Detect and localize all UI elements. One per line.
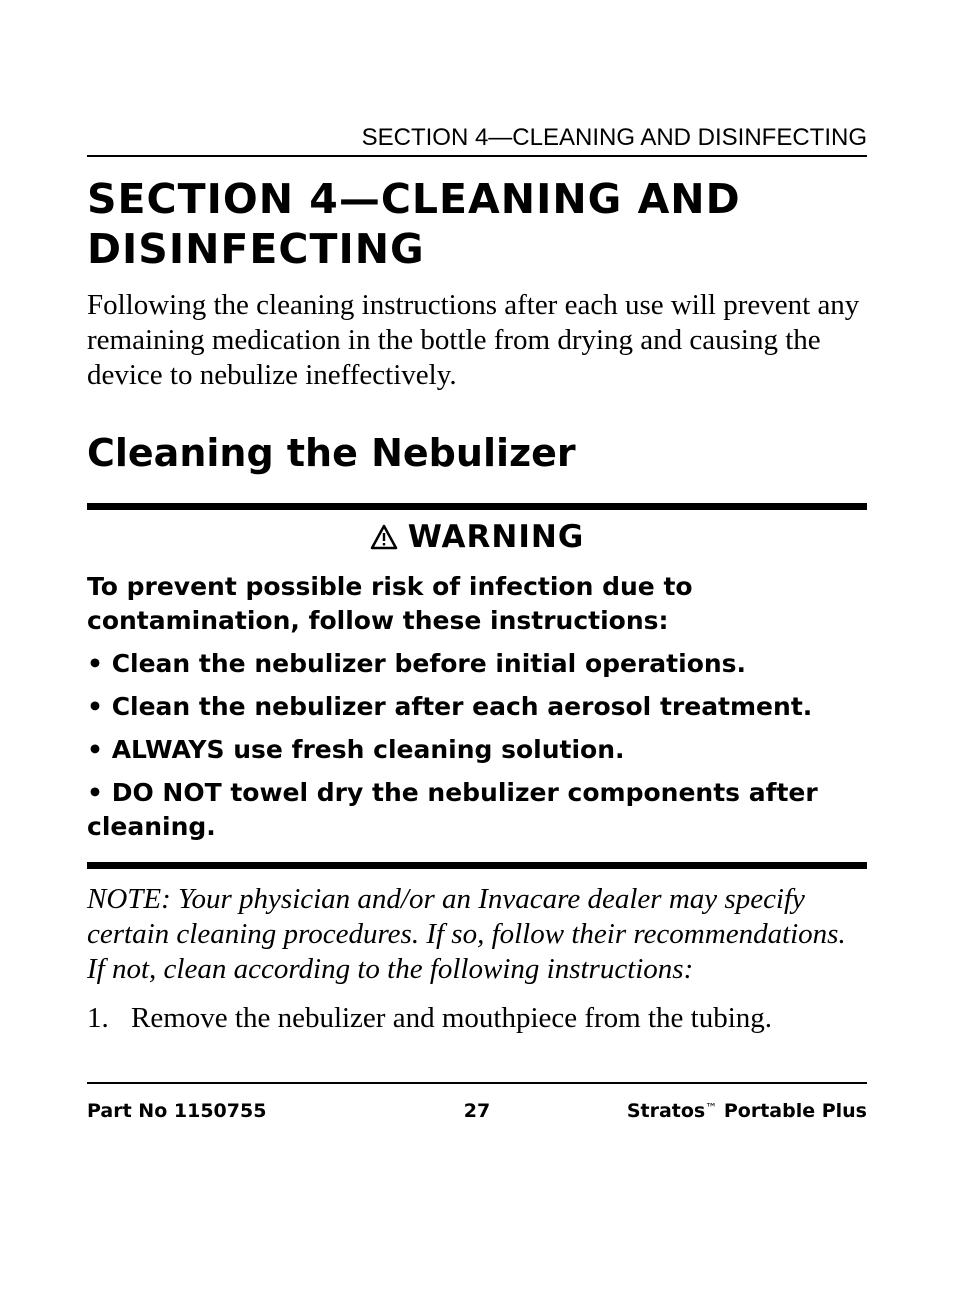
footer-divider [87,1082,867,1084]
page-number: 27 [463,1100,491,1122]
warning-item-text: use fresh cleaning solution. [224,735,625,764]
trademark-symbol: ™ [705,1101,718,1115]
warning-lead: To prevent possible risk of infection due to contamination, follow these instructions: [87,572,693,635]
step-number: 1. [87,1002,109,1034]
product-name [627,1100,867,1122]
warning-item-text: Clean the nebulizer after each aerosol treatment. [111,692,813,721]
warning-item [87,647,867,681]
bullet: • [87,778,112,807]
product-brand: Stratos [626,1100,706,1122]
subsection-title: Cleaning the Nebulizer [87,431,576,475]
warning-top-rule [87,503,867,510]
warning-item [87,690,867,724]
warning-title: WARNING [407,519,585,555]
section-title: SECTION 4—CLEANING AND DISINFECTING [87,175,741,273]
page-footer [87,1100,867,1126]
warning-item-text: Clean the nebulizer before initial operations. [111,649,747,678]
note-paragraph: NOTE: Your physician and/or an Invacare dealer may specify certain cleaning procedures. If so, follow their recommendations. If not, clean according to the following instructions: [87,883,846,985]
step-item [87,1001,867,1036]
bullet: • [87,735,112,764]
warning-heading [87,516,867,561]
step-text: Remove the nebulizer and mouthpiece from the tubing. [131,1002,773,1034]
part-number: Part No 1150755 [87,1100,267,1122]
warning-bottom-rule [87,862,867,869]
bullet: • [87,692,112,721]
warning-item-emphasis: DO NOT [111,778,222,807]
warning-item-emphasis: ALWAYS [111,735,225,764]
warning-item-text: towel dry the nebulizer components after cleaning. [87,778,818,841]
warning-item [87,776,867,844]
running-header: SECTION 4—CLEANING AND DISINFECTING [361,124,867,151]
warning-item [87,733,867,767]
header-divider [87,155,867,157]
product-suffix: Portable Plus [717,1100,867,1122]
intro-paragraph: Following the cleaning instructions after each use will prevent any remaining medication in the bottle from drying and causing the device to nebulize ineffectively. [87,289,860,391]
warning-triangle-icon [370,519,398,561]
bullet: • [87,649,112,678]
